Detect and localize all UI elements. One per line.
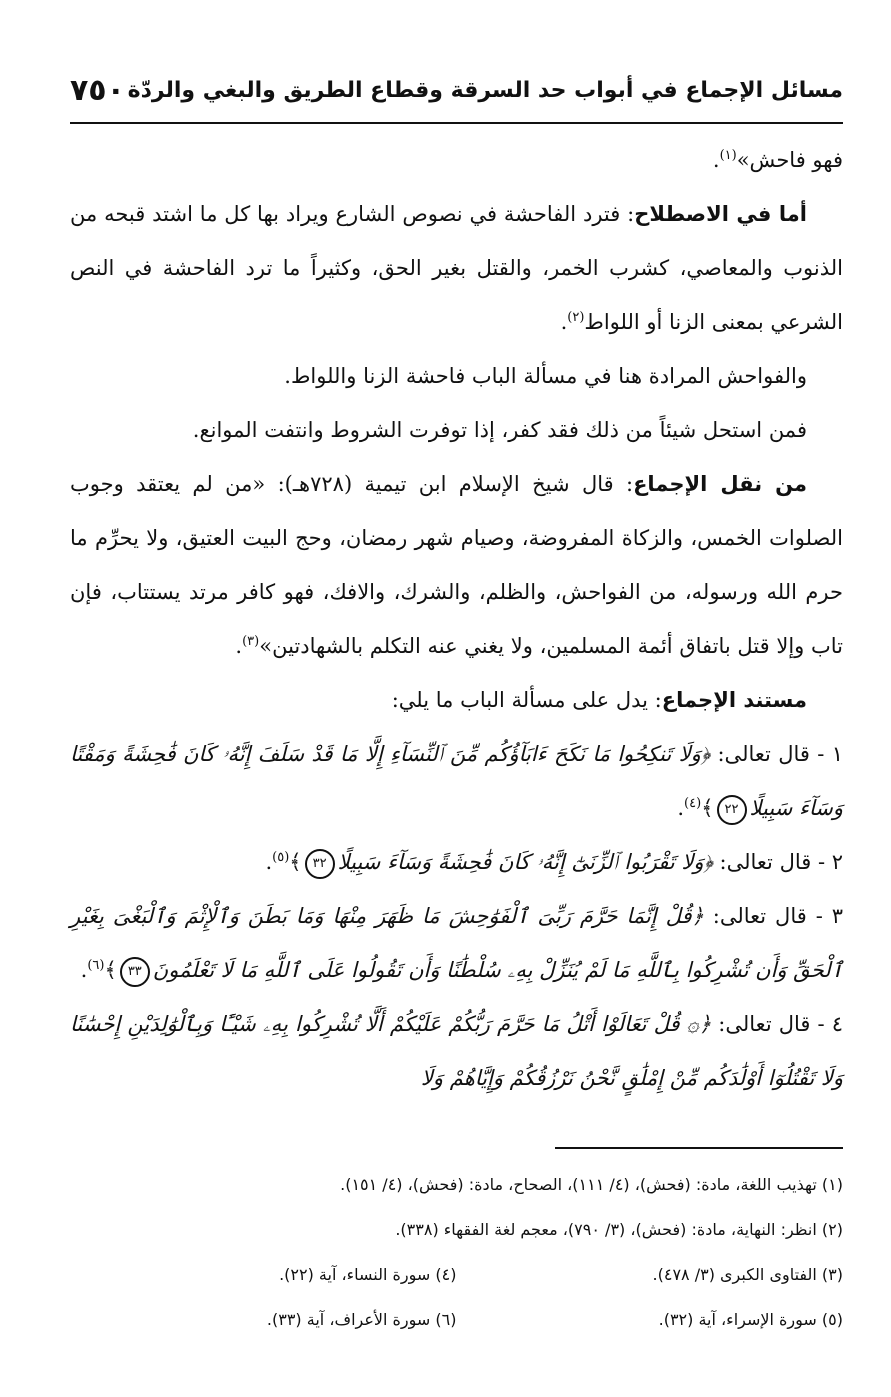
quran-verse: ﴿وَلَا تَنكِحُوا مَا نَكَحَ ءَابَآؤُكُم مِّنَ ٱلنِّسَآءِ إِلَّا مَا قَدْ سَلَفَ إِنَّهُۥ كَانَ فَٰحِشَةً وَمَقْتًا وَسَآءَ سَبِيلًا	[70, 742, 843, 820]
section-lead: أما في الاصطلاح	[634, 202, 807, 226]
footnote-6: (٦) سورة الأعراف، آية (٣٣).	[266, 1310, 457, 1329]
footnote-ref: (٦)	[87, 958, 105, 973]
footnote-5: (٥) سورة الإسراء، آية (٣٢).	[658, 1310, 843, 1329]
footnote-divider	[555, 1147, 843, 1149]
footnote-1: (١) تهذيب اللغة، مادة: (فحش)، (٤/ ١١١)، الصحاح، مادة: (فحش)، (٤/ ١٥١).	[340, 1175, 843, 1194]
main-text	[70, 133, 843, 1105]
paragraph-definition: أما في الاصطلاح: فترد الفاحشة في نصوص الشارع ويراد بها كل ما اشتد قبحه من الذنوب والمعاصي، كشرب الخمر، والقتل بغير الحق، وكثيراً ما ترد الفاحشة في النص الشرعي بمعنى الزنا أو اللواط$^{(٢)}$.	[70, 202, 843, 334]
footnotes	[70, 1162, 843, 1342]
quran-verse: ﴿وَلَا تَقْرَبُوا ٱلزِّنَىٰٓ إِنَّهُۥ كَانَ فَٰحِشَةً وَسَآءَ سَبِيلًا	[337, 850, 713, 874]
evidence-item-3: ٣ - قال تعالى: ﴿قُلْ إِنَّمَا حَرَّمَ رَبِّىَ ٱلْفَوَٰحِشَ مَا ظَهَرَ مِنْهَا وَمَا بَطَنَ وَٱلْإِثْمَ وَٱلْبَغْىَ بِغَيْرِ ٱلْحَقِّ وَأَن تُشْرِكُوا بِٱللَّهِ مَا لَمْ يُنَزِّلْ بِهِۦ سُلْطَٰنًا وَأَن تَقُولُوا عَلَى ٱللَّهِ مَا لَا تَعْلَمُونَ٣٣﴾$^{(٦)}$.	[70, 889, 843, 997]
paragraph-intended: والفواحش المرادة هنا في مسألة الباب فاحشة الزنا واللواط.	[284, 364, 807, 388]
evidence-item-2: ٢ - قال تعالى: ﴿وَلَا تَقْرَبُوا ٱلزِّنَىٰٓ إِنَّهُۥ كَانَ فَٰحِشَةً وَسَآءَ سَبِيلًا٣٢﴾$^{(٥)}$.	[70, 835, 843, 889]
footnote-2: (٢) انظر: النهاية، مادة: (فحش)، (٣/ ٧٩٠)، معجم لغة الفقهاء (٣٣٨).	[395, 1220, 843, 1239]
header-divider	[70, 122, 843, 124]
paragraph-continuation: فهو فاحش»$^{(١)}$.	[712, 148, 843, 172]
paragraph-consensus: من نقل الإجماع: قال شيخ الإسلام ابن تيمية (٧٢٨هـ): «من لم يعتقد وجوب الصلوات الخمس، والزكاة المفروضة، وصيام شهر رمضان، وحج البيت العتيق، ولا يحرِّم ما حرم الله ورسوله، من الفواحش، والظلم، والشرك، والافك، فهو كافر مرتد يستتاب، فإن تاب وإلا قتل باتفاق أئمة المسلمين، ولا يغني عنه التكلم بالشهادتين»$^{(٣)}$.	[70, 472, 843, 658]
paragraph-ruling: فمن استحل شيئاً من ذلك فقد كفر، إذا توفرت الشروط وانتفت الموانع.	[192, 418, 807, 442]
footnote-ref: (٢)	[567, 310, 585, 325]
paragraph-evidence-intro: مستند الإجماع: يدل على مسألة الباب ما يلي:	[391, 688, 807, 712]
footnote-ref: (٣)	[242, 634, 260, 649]
footnote-ref: (٤)	[684, 796, 702, 811]
evidence-item-1: ١ - قال تعالى: ﴿وَلَا تَنكِحُوا مَا نَكَحَ ءَابَآؤُكُم مِّنَ ٱلنِّسَآءِ إِلَّا مَا قَدْ سَلَفَ إِنَّهُۥ كَانَ فَٰحِشَةً وَمَقْتًا وَسَآءَ سَبِيلًا٢٢﴾$^{(٤)}$.	[70, 727, 843, 835]
running-title: مسائل الإجماع في أبواب حد السرقة وقطاع الطريق والبغي والردّة	[127, 77, 843, 103]
section-lead: من نقل الإجماع	[633, 472, 807, 496]
ayah-number-marker: ٣٣	[120, 957, 150, 987]
footnote-ref: (١)	[719, 148, 737, 163]
page-header	[70, 68, 843, 112]
page-number: ٧٥٠	[70, 72, 125, 108]
footnote-3: (٣) الفتاوى الكبرى (٣/ ٤٧٨).	[652, 1265, 843, 1284]
quran-verse: ﴿۞ قُلْ تَعَالَوْا أَتْلُ مَا حَرَّمَ رَبُّكُمْ عَلَيْكُمْ أَلَّا تُشْرِكُوا بِهِۦ شَيْـًٔا وَبِٱلْوَٰلِدَيْنِ إِحْسَٰنًا وَلَا تَقْتُلُوٓا أَوْلَٰدَكُم مِّنْ إِمْلَٰقٍ نَّحْنُ نَرْزُقُكُمْ وَإِيَّاهُمْ وَلَا	[70, 1012, 843, 1090]
quran-verse: ﴿قُلْ إِنَّمَا حَرَّمَ رَبِّىَ ٱلْفَوَٰحِشَ مَا ظَهَرَ مِنْهَا وَمَا بَطَنَ وَٱلْإِثْمَ وَٱلْبَغْىَ بِغَيْرِ ٱلْحَقِّ وَأَن تُشْرِكُوا بِٱللَّهِ مَا لَمْ يُنَزِّلْ بِهِۦ سُلْطَٰنًا وَأَن تَقُولُوا عَلَى ٱللَّهِ مَا لَا تَعْلَمُونَ	[70, 904, 843, 982]
evidence-item-4: ٤ - قال تعالى: ﴿۞ قُلْ تَعَالَوْا أَتْلُ مَا حَرَّمَ رَبُّكُمْ عَلَيْكُمْ أَلَّا تُشْرِكُوا بِهِۦ شَيْـًٔا وَبِٱلْوَٰلِدَيْنِ إِحْسَٰنًا وَلَا تَقْتُلُوٓا أَوْلَٰدَكُم مِّنْ إِمْلَٰقٍ نَّحْنُ نَرْزُقُكُمْ وَإِيَّاهُمْ وَلَا	[70, 1012, 843, 1090]
footnote-4: (٤) سورة النساء، آية (٢٢).	[279, 1265, 457, 1284]
footnote-ref: (٥)	[272, 850, 290, 865]
ayah-number-marker: ٣٢	[305, 849, 335, 879]
section-lead: مستند الإجماع	[661, 688, 807, 712]
ayah-number-marker: ٢٢	[717, 795, 747, 825]
